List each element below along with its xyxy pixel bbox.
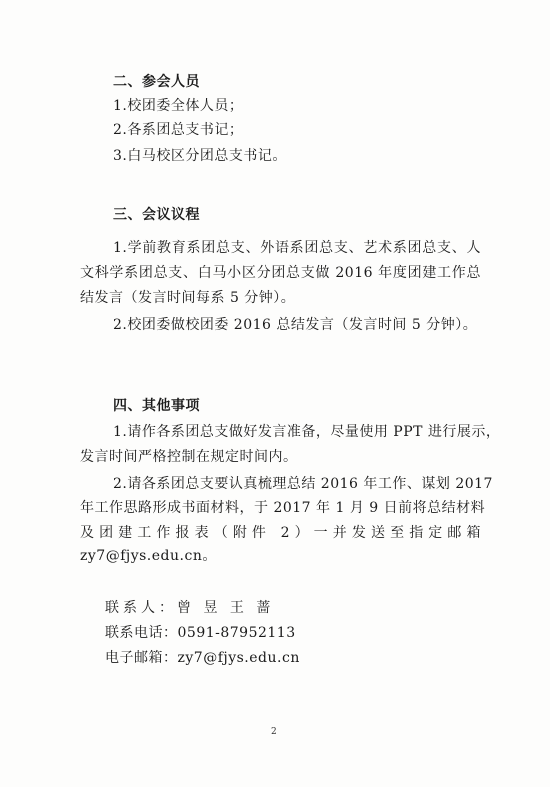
agenda-item-1-line-3: 结发言（发言时间每系 5 分钟）。 [80,290,296,306]
page-number: 2 [271,727,277,737]
contact-person: 联系人：曾 昱 王 蔷 [105,600,275,616]
other-item-2-line-4: zy7@fjys.edu.cn。 [80,548,217,564]
other-item-1-line-1: 1.请作各系团总支做好发言准备，尽量使用 PPT 进行展示， [113,424,501,440]
other-item-2-line-2: 年工作思路形成书面材料，于 2017 年 1 月 9 日前将总结材料 [80,500,486,516]
other-item-2-line-1: 2.请各系团总支要认真梳理总结 2016 年工作、谋划 2017 [113,476,493,492]
contact-phone: 联系电话：0591-87952113 [105,625,296,641]
other-item-2-line-3: 及团建工作报表（附件 2）一并发送至指定邮箱 [80,525,481,541]
contact-email: 电子邮箱：zy7@fjys.edu.cn [105,650,300,666]
section-heading-attendees: 二、参会人员 [113,74,200,90]
agenda-item-1-line-2: 文科学系团总支、白马小区分团总支做 2016 年度团建工作总 [80,265,481,281]
section-heading-agenda: 三、会议议程 [113,207,200,223]
agenda-item-1-line-1: 1.学前教育系团总支、外语系团总支、艺术系团总支、人 [113,240,481,256]
attendee-item-1: 1.校团委全体人员； [113,98,244,114]
section-heading-other: 四、其他事项 [113,398,200,414]
attendee-item-2: 2.各系团总支书记； [113,122,244,138]
attendee-item-3: 3.白马校区分团总支书记。 [113,148,287,164]
agenda-item-2: 2.校团委做校团委 2016 总结发言（发言时间 5 分钟）。 [113,317,478,333]
other-item-1-line-2: 发言时间严格控制在规定时间内。 [80,449,298,465]
